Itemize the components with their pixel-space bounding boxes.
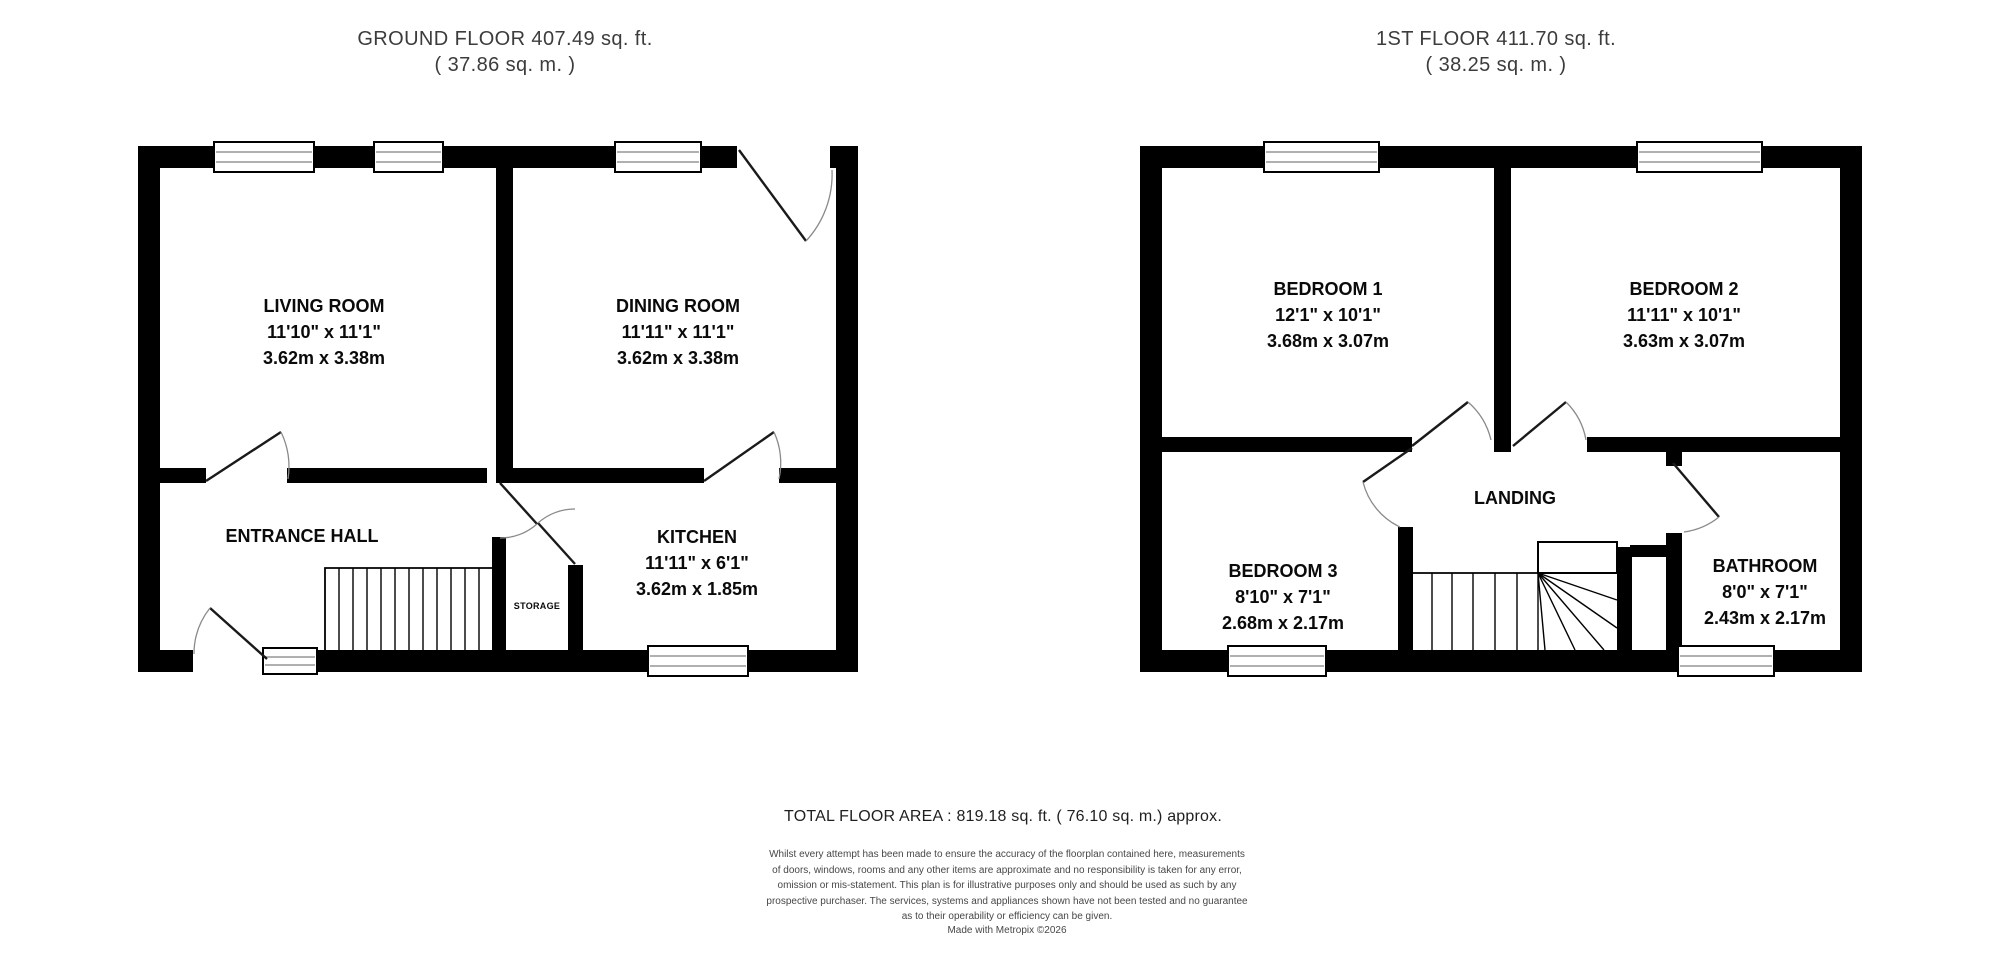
room-label-dining-room: [616, 293, 740, 371]
disclaimer-line-5: as to their operability or efficiency can be given.: [901, 911, 1113, 922]
disclaimer-line-4: prospective purchaser. The services, systems and appliances shown have not been tested and no guarantee: [766, 895, 1248, 907]
door-bedroom2: [1513, 402, 1586, 446]
window-bathroom: [1678, 646, 1774, 676]
window-bedroom2: [1637, 142, 1762, 172]
door-dining-room: [704, 432, 781, 481]
storage-name: STORAGE: [513, 601, 561, 611]
first-floor-doors: [1363, 402, 1719, 532]
window-living-2: [374, 142, 443, 172]
total-floor-area: TOTAL FLOOR AREA : 819.18 sq. ft. ( 76.10 sq. m.) approx.: [784, 808, 1222, 825]
bathroom-size-metric: 2.43m x 2.17m: [1703, 608, 1827, 628]
door-dining-external: [739, 150, 832, 241]
window-dining: [615, 142, 701, 172]
front-door-threshold: [263, 648, 317, 674]
door-living-room: [206, 432, 289, 481]
room-label-bathroom: [1704, 553, 1826, 631]
bathroom-size-imperial: 8'0" x 7'1": [1722, 582, 1808, 602]
kitchen-size-imperial: 11'11" x 6'1": [645, 553, 749, 573]
ground-floor-stairs: [325, 568, 492, 650]
window-living-1: [214, 142, 314, 172]
disclaimer-text: [766, 847, 1247, 925]
room-label-bedroom3: [1222, 558, 1344, 636]
credit-text: Made with Metropix ©2026: [947, 925, 1067, 936]
bedroom1-size-imperial: 12'1" x 10'1": [1275, 305, 1381, 325]
first-floor-title-line2: ( 38.25 sq. m. ): [1425, 54, 1567, 76]
door-front-entrance: [194, 608, 267, 659]
door-storage: [538, 509, 575, 564]
room-label-kitchen: [636, 524, 758, 602]
door-bedroom3: [1363, 448, 1412, 527]
winder-fan: [1538, 573, 1617, 650]
dining-room-name: DINING ROOM: [616, 296, 740, 316]
bedroom3-size-imperial: 8'10" x 7'1": [1235, 587, 1331, 607]
bedroom2-name: BEDROOM 2: [1629, 279, 1739, 299]
room-label-landing: [1474, 485, 1556, 511]
room-label-living-room: [263, 293, 385, 371]
ground-floor-title: [357, 26, 652, 78]
bedroom3-size-metric: 2.68m x 2.17m: [1221, 613, 1345, 633]
kitchen-name: KITCHEN: [657, 527, 737, 547]
bedroom3-name: BEDROOM 3: [1228, 561, 1338, 581]
disclaimer-line-2: of doors, windows, rooms and any other items are approximate and no responsibility is taken for any error,: [772, 864, 1242, 876]
bathroom-name: BATHROOM: [1712, 556, 1818, 576]
window-kitchen: [648, 646, 748, 676]
dining-room-size-imperial: 11'11" x 11'1": [621, 322, 735, 342]
first-floor-stairs: [1413, 542, 1617, 650]
entrance-hall-name: ENTRANCE HALL: [225, 526, 379, 546]
bedroom2-size-metric: 3.63m x 3.07m: [1622, 331, 1746, 351]
bedroom1-name: BEDROOM 1: [1273, 279, 1383, 299]
door-bedroom1: [1412, 402, 1491, 446]
window-bedroom1: [1264, 142, 1379, 172]
kitchen-size-metric: 3.62m x 1.85m: [635, 579, 759, 599]
bedroom2-size-imperial: 11'11" x 10'1": [1627, 305, 1741, 325]
ground-floor-title-line2: ( 37.86 sq. m. ): [434, 54, 576, 76]
disclaimer-line-1: Whilst every attempt has been made to ensure the accuracy of the floorplan contained here, measurements: [769, 849, 1245, 860]
bedroom1-size-metric: 3.68m x 3.07m: [1266, 331, 1390, 351]
first-floor-title: [1376, 26, 1616, 78]
landing-name: LANDING: [1474, 488, 1556, 508]
disclaimer-line-3: omission or mis-statement. This plan is for illustrative purposes only and should be used as such by any: [777, 880, 1237, 891]
room-label-storage: [514, 601, 560, 611]
room-label-bedroom2: [1623, 276, 1745, 354]
room-label-entrance-hall: [226, 523, 379, 549]
living-room-size-metric: 3.62m x 3.38m: [262, 348, 386, 368]
dining-room-size-metric: 3.62m x 3.38m: [616, 348, 740, 368]
living-room-size-imperial: 11'10" x 11'1": [267, 322, 381, 342]
ground-floor-title-line1: GROUND FLOOR 407.49 sq. ft.: [357, 28, 653, 50]
room-label-bedroom1: [1267, 276, 1389, 354]
window-bedroom3: [1228, 646, 1326, 676]
first-floor-title-line1: 1ST FLOOR 411.70 sq. ft.: [1375, 28, 1617, 50]
door-kitchen: [500, 483, 537, 538]
living-room-name: LIVING ROOM: [263, 296, 385, 316]
door-bathroom: [1673, 463, 1719, 532]
